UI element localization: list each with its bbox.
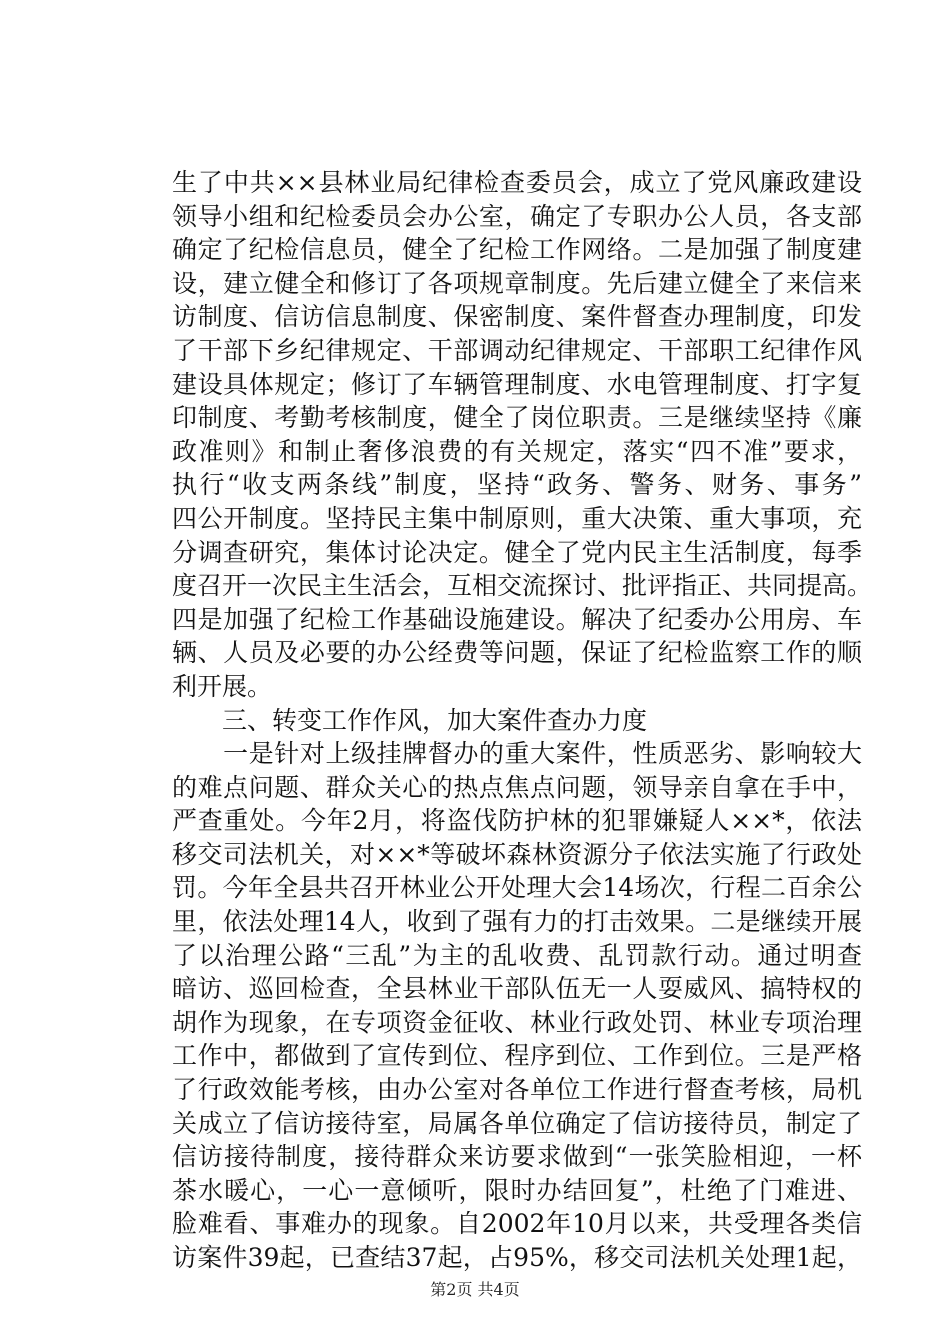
text-line: 度召开一次民主生活会，互相交流探讨、批评指正、共同提高。 [172,571,873,601]
text-line: 一是针对上级挂牌督办的重大案件，性质恶劣、影响较大 [172,739,862,769]
text-line: 领导小组和纪检委员会办公室，确定了专职办公人员，各支部 [172,201,862,231]
text-line: 信访接待制度，接待群众来访要求做到“一张笑脸相迎，一杯 [172,1142,862,1172]
text-line: 确定了纪检信息员，健全了纪检工作网络。二是加强了制度建 [172,235,862,265]
text-line: 工作中，都做到了宣传到位、程序到位、工作到位。三是严格 [172,1041,862,1071]
text-line: 胡作为现象，在专项资金征收、林业行政处罚、林业专项治理 [172,1007,862,1037]
text-line: 严查重处。今年2月，将盗伐防护林的犯罪嫌疑人××*，依法 [172,806,862,836]
text-line: 访制度、信访信息制度、保密制度、案件督查办理制度，印发 [172,302,862,332]
text-line: 四公开制度。坚持民主集中制原则，重大决策、重大事项，充 [172,503,862,533]
text-line: 利开展。 [172,671,273,701]
text-line: 了干部下乡纪律规定、干部调动纪律规定、干部职工纪律作风 [172,335,862,365]
text-line: 辆、人员及必要的办公经费等问题，保证了纪检监察工作的顺 [172,638,862,668]
text-line: 执行“收支两条线”制度，坚持“政务、警务、财务、事务” [172,470,862,500]
text-line: 生了中共××县林业局纪律检查委员会，成立了党风廉政建设 [172,168,862,197]
text-line: 印制度、考勤考核制度，健全了岗位职责。三是继续坚持《廉 [172,403,862,433]
page-footer: 第2页 共4页 [430,1280,520,1299]
text-line: 暗访、巡回检查，全县林业干部队伍无一人耍威风、搞特权的 [172,974,862,1004]
text-line: 分调查研究，集体讨论决定。健全了党内民主生活制度，每季 [172,537,862,567]
section-heading: 三、转变工作作风，加大案件查办力度 [172,705,648,735]
text-line: 了以治理公路“三乱”为主的乱收费、乱罚款行动。通过明查 [172,940,862,970]
text-line: 设，建立健全和修订了各项规章制度。先后建立健全了来信来 [172,268,862,298]
text-line: 政准则》和制止奢侈浪费的有关规定，落实“四不准”要求， [172,436,862,466]
text-line: 移交司法机关，对××*等破坏森林资源分子依法实施了行政处 [172,839,862,869]
text-line: 的难点问题、群众关心的热点焦点问题，领导亲自拿在手中， [172,772,862,802]
text-line: 建设具体规定；修订了车辆管理制度、水电管理制度、打字复 [172,369,862,399]
text-line: 茶水暖心，一心一意倾听，限时办结回复”，杜绝了门难进、 [172,1175,862,1205]
text-line: 四是加强了纪检工作基础设施建设。解决了纪委办公用房、车 [172,604,862,634]
text-line: 了行政效能考核，由办公室对各单位工作进行督查考核，局机 [172,1075,862,1105]
text-line: 里，依法处理14人，收到了强有力的打击效果。二是继续开展 [172,907,862,937]
text-line: 关成立了信访接待室，局属各单位确定了信访接待员，制定了 [172,1108,862,1138]
text-line: 罚。今年全县共召开林业公开处理大会14场次，行程二百余公 [172,873,862,903]
text-line: 访案件39起，已查结37起，占95%，移交司法机关处理1起， [172,1243,862,1272]
document-body [172,166,873,1275]
text-line: 脸难看、事难办的现象。自2002年10月以来，共受理各类信 [172,1209,862,1239]
